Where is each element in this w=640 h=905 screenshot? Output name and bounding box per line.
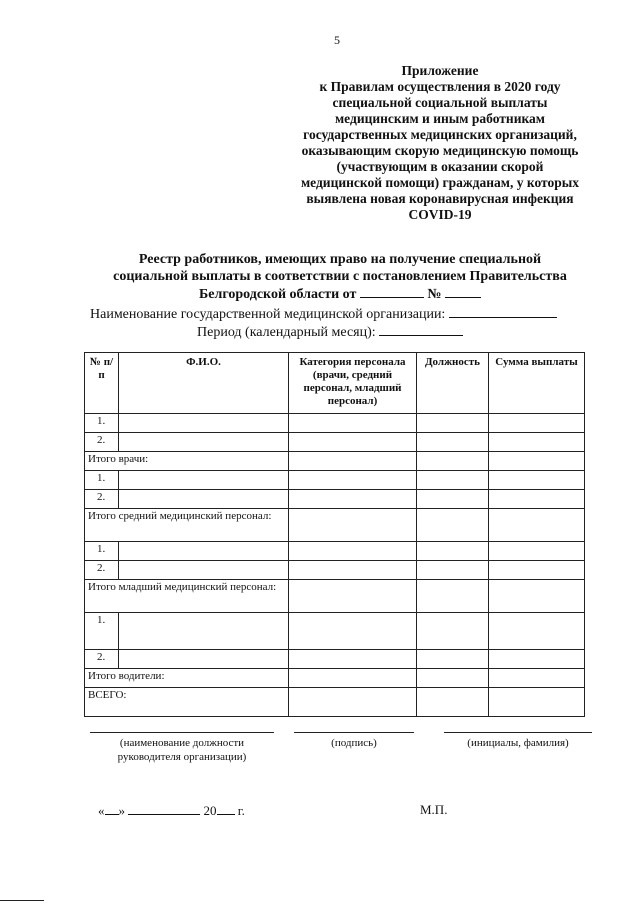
table-cell (489, 613, 585, 650)
table-cell (417, 561, 489, 580)
table-cell (417, 542, 489, 561)
table-cell (289, 490, 417, 509)
table-cell (289, 561, 417, 580)
table-cell (289, 509, 417, 542)
table-row (85, 490, 585, 509)
row-number: 2. (85, 650, 119, 669)
table-row (85, 561, 585, 580)
period-blank (379, 323, 463, 336)
table-cell (489, 542, 585, 561)
year-blank (217, 802, 235, 815)
org-label: Наименование государственной медицинской организации: (90, 307, 446, 322)
appendix-line: государственных медицинских организаций, (303, 127, 577, 142)
date-open-quote: « (98, 803, 105, 818)
table-cell (119, 414, 289, 433)
subtotal-row-middle-staff (85, 509, 585, 542)
subtotal-label: Итого водители: (85, 669, 289, 688)
appendix-line: к Правилам осуществления в 2020 году (319, 79, 561, 94)
subtotal-row-drivers (85, 669, 585, 688)
registry-title (60, 251, 620, 303)
table-cell (489, 452, 585, 471)
grand-total-row (85, 688, 585, 717)
table-cell (417, 433, 489, 452)
grand-total-label: ВСЕГО: (85, 688, 289, 717)
number-sign: № (427, 287, 442, 302)
table-cell (489, 490, 585, 509)
subtotal-row-junior-staff (85, 580, 585, 613)
table-cell (289, 471, 417, 490)
table-cell (119, 650, 289, 669)
table-cell (417, 613, 489, 650)
table-row (85, 414, 585, 433)
appendix-line: специальной социальной выплаты (332, 95, 548, 110)
row-number: 2. (85, 561, 119, 580)
table-cell (289, 613, 417, 650)
header-position: Должность (417, 353, 489, 414)
org-name-field (90, 305, 557, 323)
day-blank (105, 802, 119, 815)
table-cell (489, 688, 585, 717)
year-suffix: г. (237, 803, 245, 818)
subtotal-label: Итого врачи: (85, 452, 289, 471)
table-cell (489, 509, 585, 542)
period-label: Период (календарный месяц): (197, 325, 376, 340)
table-cell (417, 688, 489, 717)
appendix-line: выявлена новая коронавирусная инфекция (306, 191, 574, 206)
registry-line-3-prefix: Белгородской области от (199, 287, 357, 302)
table-cell (489, 414, 585, 433)
org-name-blank (449, 305, 557, 318)
table-row (85, 433, 585, 452)
table-cell (489, 580, 585, 613)
table-cell (489, 561, 585, 580)
table-cell (417, 650, 489, 669)
signature-caption: (подпись) (331, 737, 377, 749)
subtotal-label: Итого младший медицинский персонал: (85, 580, 289, 613)
registry-table (84, 352, 585, 717)
row-number: 1. (85, 471, 119, 490)
appendix-header (270, 63, 610, 223)
table-cell (417, 509, 489, 542)
table-cell (417, 452, 489, 471)
period-field (197, 323, 463, 341)
name-caption: (инициалы, фамилия) (467, 737, 569, 749)
page-edge-mark (0, 900, 44, 901)
table-header-row (85, 353, 585, 414)
month-blank (128, 802, 200, 815)
table-cell (289, 542, 417, 561)
resolution-number-blank (445, 285, 481, 298)
subtotal-row-doctors (85, 452, 585, 471)
page-number: 5 (334, 33, 340, 47)
table-cell (417, 471, 489, 490)
position-caption: (наименование должности руководителя организации) (117, 737, 247, 763)
table-cell (289, 433, 417, 452)
appendix-line: оказывающим скорую медицинскую помощь (301, 143, 579, 158)
table-cell (417, 580, 489, 613)
table-cell (417, 669, 489, 688)
table-cell (289, 414, 417, 433)
stamp-place: М.П. (420, 802, 448, 817)
date-field (98, 802, 245, 819)
table-cell (119, 433, 289, 452)
table-cell (289, 688, 417, 717)
appendix-line: Приложение (401, 63, 479, 78)
name-signature-line (444, 732, 592, 733)
registry-line-3 (60, 285, 620, 303)
table-row (85, 613, 585, 650)
table-cell (119, 542, 289, 561)
row-number: 2. (85, 490, 119, 509)
table-row (85, 471, 585, 490)
table-cell (417, 490, 489, 509)
table-cell (489, 433, 585, 452)
table-cell (119, 613, 289, 650)
table-row (85, 650, 585, 669)
signature-line (294, 732, 414, 733)
year-prefix: 20 (203, 803, 217, 818)
row-number: 2. (85, 433, 119, 452)
date-close-quote: » (118, 803, 125, 818)
appendix-line: COVID-19 (408, 207, 472, 222)
table-cell (119, 471, 289, 490)
table-cell (289, 452, 417, 471)
table-cell (289, 580, 417, 613)
table-cell (489, 669, 585, 688)
table-cell (489, 650, 585, 669)
table-row (85, 542, 585, 561)
row-number: 1. (85, 542, 119, 561)
header-category: Категория персонала (врачи, средний персонал, младший персонал) (289, 353, 417, 414)
table-cell (289, 650, 417, 669)
appendix-line: медицинской помощи) гражданам, у которых (300, 175, 580, 190)
table-cell (119, 561, 289, 580)
appendix-line: (участвующим в оказании скорой (336, 159, 544, 174)
position-signature-line (90, 732, 274, 733)
appendix-line: медицинским и иным работникам (334, 111, 545, 126)
header-amount: Сумма выплаты (489, 353, 585, 414)
table-cell (289, 669, 417, 688)
subtotal-label: Итого средний медицинский персонал: (85, 509, 289, 542)
resolution-date-blank (360, 285, 424, 298)
header-fio: Ф.И.О. (119, 353, 289, 414)
row-number: 1. (85, 613, 119, 650)
header-num: № п/п (85, 353, 119, 414)
table-cell (489, 471, 585, 490)
table-cell (119, 490, 289, 509)
registry-line-2: социальной выплаты в соответствии с постановлением Правительства (113, 269, 567, 284)
registry-line-1: Реестр работников, имеющих право на получение специальной (138, 252, 542, 267)
table-cell (417, 414, 489, 433)
row-number: 1. (85, 414, 119, 433)
